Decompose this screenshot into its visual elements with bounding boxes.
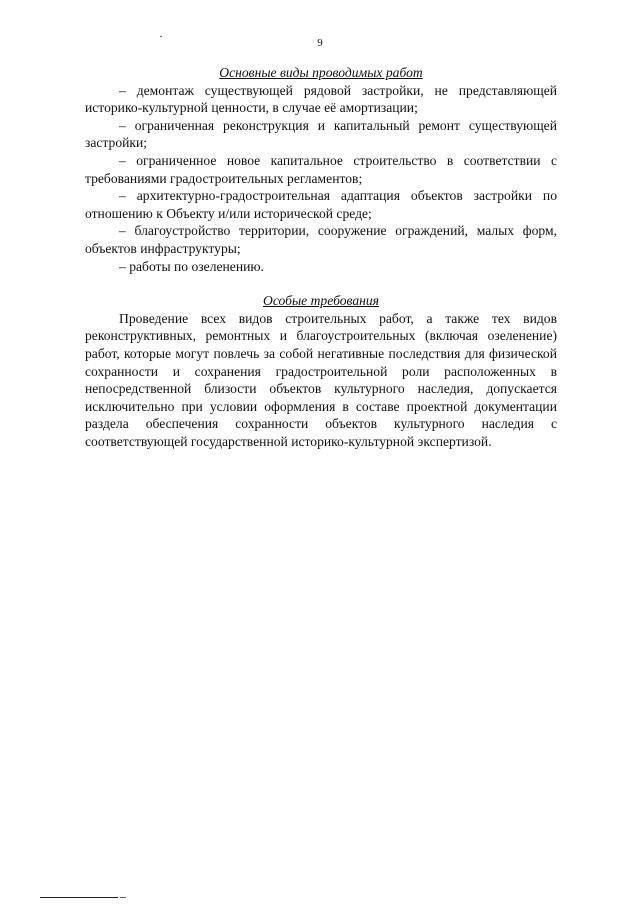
footer-rule-fragment	[120, 897, 126, 898]
section-gap	[85, 275, 557, 292]
paragraph: Проведение всех видов строительных работ, а также тех видов реконструктивных, ремонтных и благоустроительных (включая озеленение) работ, которые могут повлечь за собой негативные последствия для физической сохранности и сохранения градостроительной роли расположенных в непосредственной близости объектов культурного наследия, допускается исключительно при условии оформления в составе проектной документации раздела обеспечения сохранности объектов культурного наследия с соответствующей государственной историко-культурной экспертизой.	[85, 310, 557, 449]
document-body	[85, 64, 557, 450]
list-item: – архитектурно-градостроительная адаптация объектов застройки по отношению к Объекту и/или исторической среде;	[85, 188, 557, 221]
list-item: – ограниченное новое капитальное строительство в соответствии с требованиями градостроительных регламентов;	[85, 152, 557, 186]
list-item: – демонтаж существующей рядовой застройки, не представляющей историко-культурной ценности, в случае её амортизации;	[85, 82, 557, 116]
page-number: 9	[317, 37, 323, 49]
list-item: – работы по озеленению.	[119, 258, 264, 274]
list-item: – ограниченная реконструкция и капитальный ремонт существующей застройки;	[85, 117, 557, 151]
section-title: Особые требования	[263, 293, 379, 309]
footer-rule	[40, 897, 118, 898]
section-special-requirements	[85, 292, 557, 450]
list-item: – благоустройство территории, сооружение ограждений, малых форм, объектов инфраструктуры;	[85, 223, 557, 256]
section-work-types	[85, 64, 557, 275]
section-title: Основные виды проводимых работ	[219, 65, 423, 80]
